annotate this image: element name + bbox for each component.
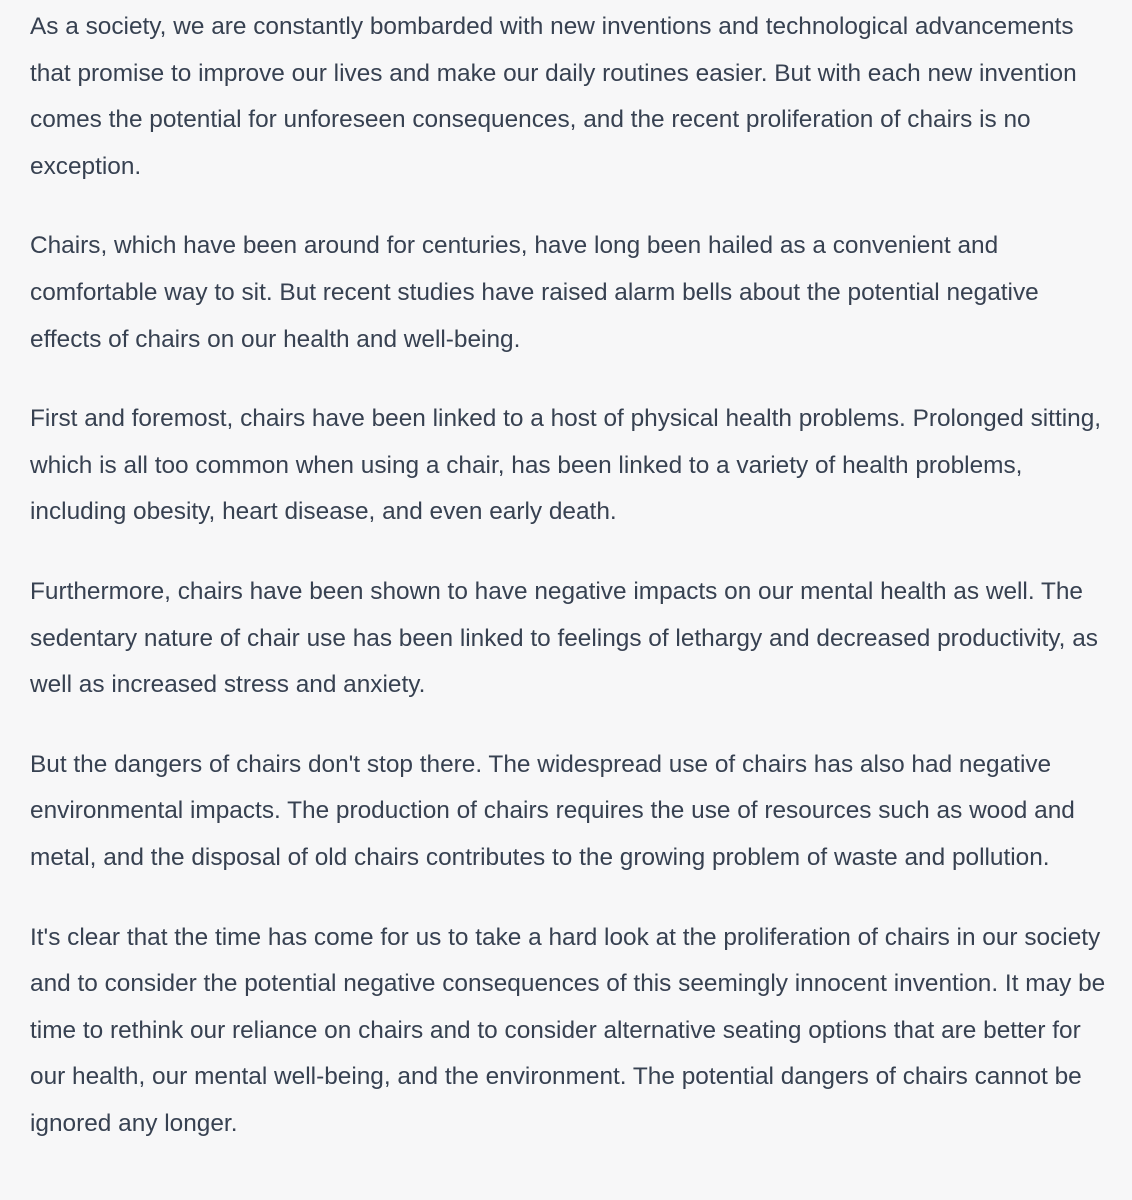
message-paragraph: Chairs, which have been around for centuries, have long been hailed as a convenient and comfortable way to sit. But recent studies have raised alarm bells about the potential negative effects of chairs on our health and well-being. — [30, 232, 1039, 353]
message-paragraph: Furthermore, chairs have been shown to have negative impacts on our mental health as well. The sedentary nature of chair use has been linked to feelings of lethargy and decreased productivity, as well as increased stress and anxiety. — [30, 577, 1098, 699]
message-paragraph: As a society, we are constantly bombarded with new inventions and technological advancements that promise to improve our lives and make our daily routines easier. But with each new invention comes the potential for unforeseen consequences, and the recent proliferation of chairs is no exception. — [30, 13, 1077, 180]
message-paragraph: It's clear that the time has come for us to take a hard look at the proliferation of chairs in our society and to consider the potential negative consequences of this seemingly innocent invention. It may be time to rethink our reliance on chairs and to consider alternative seating options that are better for our health, our mental well-being, and the environment. The potential dangers of chairs cannot be ignored any longer. — [30, 923, 1106, 1137]
message-paragraph: First and foremost, chairs have been linked to a host of physical health problems. Prolonged sitting, which is all too common when using a chair, has been linked to a variety of health problems, including obesity, heart disease, and even early death. — [30, 405, 1102, 526]
message-paragraph: But the dangers of chairs don't stop there. The widespread use of chairs has also had negative environmental impacts. The production of chairs requires the use of resources such as wood and metal, and the disposal of old chairs contributes to the growing problem of waste and pollution. — [30, 750, 1075, 871]
